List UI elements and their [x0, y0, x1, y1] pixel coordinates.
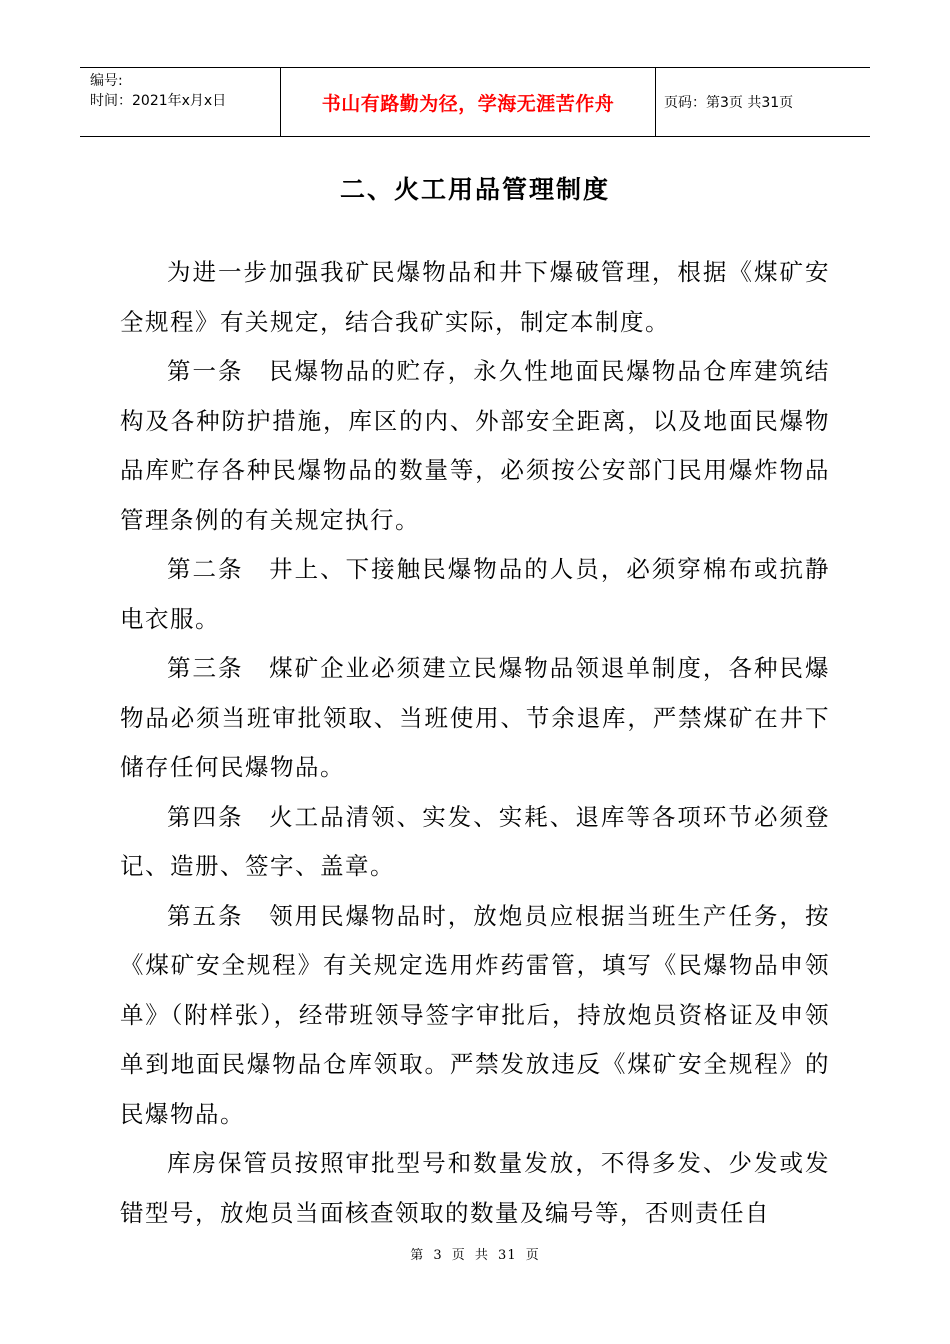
paragraph-article-1: 第一条 民爆物品的贮存，永久性地面民爆物品仓库建筑结构及各种防护措施，库区的内、外部安全距离，以及地面民爆物品库贮存各种民爆物品的数量等，必须按公安部门民用爆炸物品管理条例的有关规定执行。: [120, 357, 830, 534]
header-meta: [80, 68, 281, 136]
paragraph-article-2: 第二条 井上、下接触民爆物品的人员，必须穿棉布或抗静电衣服。: [120, 555, 830, 633]
document-body: [120, 248, 830, 1238]
document-date: 时间：2021年x月x日: [90, 93, 227, 109]
document-title: 二、火工用品管理制度: [339, 175, 610, 204]
document-number-label: 编号:: [90, 73, 123, 89]
paragraph-article-3: 第三条 煤矿企业必须建立民爆物品领退单制度，各种民爆物品必须当班审批领取、当班使用、节余退库，严禁煤矿在井下储存任何民爆物品。: [120, 654, 830, 781]
paragraph-article-4: 第四条 火工品清领、实发、实耗、退库等各项环节必须登记、造册、签字、盖章。: [120, 802, 830, 880]
header-page-info: 页码：第3页 共31页: [664, 95, 794, 111]
page-footer: 第 3 页 共 31 页: [410, 1248, 540, 1263]
header-motto: 书山有路勤为径，学海无涯苦作舟: [281, 68, 656, 136]
paragraph-intro: 为进一步加强我矿民爆物品和井下爆破管理，根据《煤矿安全规程》有关规定，结合我矿实际，制定本制度。: [120, 258, 830, 336]
paragraph-article-5: 第五条 领用民爆物品时，放炮员应根据当班生产任务，按《煤矿安全规程》有关规定选用炸药雷管，填写《民爆物品申领单》（附样张），经带班领导签字审批后，持放炮员资格证及申领单到地面民爆物品仓库领取。严禁发放违反《煤矿安全规程》的民爆物品。: [120, 901, 830, 1128]
paragraph-storekeeper: 库房保管员按照审批型号和数量发放，不得多发、少发或发错型号，放炮员当面核查领取的数量及编号等，否则责任自: [120, 1149, 830, 1227]
page-header: [80, 67, 870, 137]
